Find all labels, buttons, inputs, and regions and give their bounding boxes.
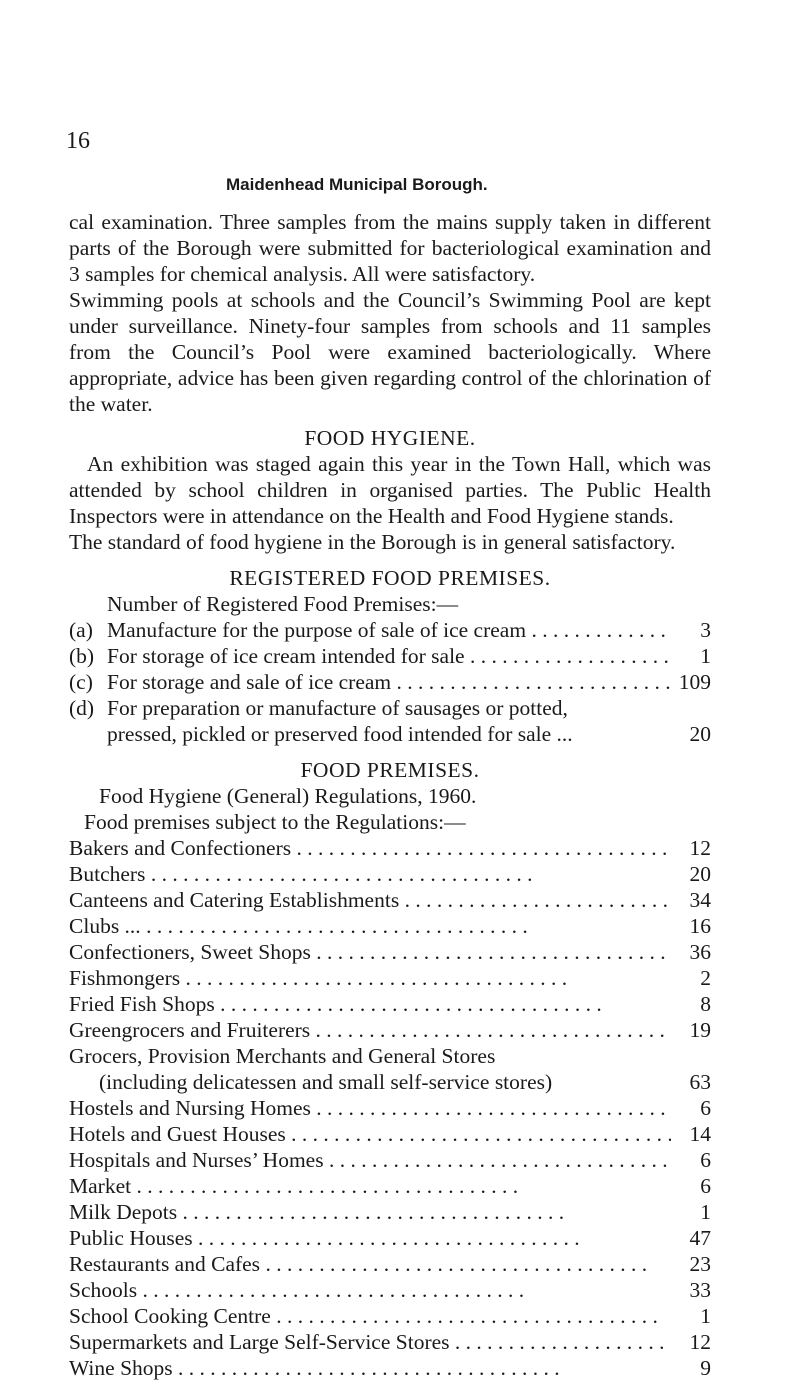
list-item [69, 1173, 711, 1199]
list-item [69, 1043, 711, 1095]
entry-name: Supermarkets and Large Self-Service Stores . . . [69, 1329, 671, 1355]
entry-value: 12 [689, 836, 711, 860]
food-premises-list-2 [69, 1095, 711, 1381]
list-item [69, 835, 711, 861]
entry-name: Hostels and Nursing Homes . . . [69, 1095, 671, 1121]
heading-food-premises: FOOD PREMISES. [300, 758, 480, 782]
entry-value: 8 [700, 992, 711, 1016]
item-text: For storage and sale of ice cream . . . [107, 669, 671, 695]
entry-value: 2 [700, 966, 711, 990]
list-item [69, 669, 711, 695]
page-number: 16 [66, 128, 90, 154]
registered-list [69, 617, 711, 747]
entry-name: Hotels and Guest Houses . . . [69, 1121, 671, 1147]
entry-name: Greengrocers and Fruiterers . . . [69, 1017, 671, 1043]
entry-name: Grocers, Provision Merchants and General Stores [69, 1044, 496, 1068]
item-value: 1 [700, 644, 711, 668]
heading-registered-food-premises: REGISTERED FOOD PREMISES. [229, 566, 551, 590]
paragraph-exhibition: An exhibition was staged again this year in the Town Hall, which was attended by school children in organised parties. The Public Health Inspectors were in attendance on the Health and Food Hygiene stands. [69, 452, 711, 528]
regulation-title: Food Hygiene (General) Regulations, 1960. [99, 784, 477, 808]
item-value: 20 [689, 722, 711, 746]
entry-name: School Cooking Centre . . . [69, 1303, 671, 1329]
item-letter: (d) [69, 696, 95, 720]
entry-name: Bakers and Confectioners . . . [69, 835, 671, 861]
food-premises-list [69, 835, 711, 1043]
running-head: Maidenhead Municipal Borough. [226, 175, 488, 194]
item-text: For storage of ice cream intended for sale . . . [107, 643, 671, 669]
item-value: 3 [700, 618, 711, 642]
item-letter: (b) [69, 644, 95, 668]
page-body [69, 209, 711, 1381]
entry-value: 6 [700, 1174, 711, 1198]
entry-value: 19 [689, 1018, 711, 1042]
food-premises-intro: Food premises subject to the Regulations:— [84, 810, 466, 834]
registered-intro: Number of Registered Food Premises:— [107, 592, 459, 616]
entry-value: 16 [689, 914, 711, 938]
item-letter: (a) [69, 618, 93, 642]
entry-name: Milk Depots . . . [69, 1199, 671, 1225]
entry-value: 20 [689, 862, 711, 886]
entry-value: 6 [700, 1096, 711, 1120]
list-item [69, 1251, 711, 1277]
entry-value: 14 [689, 1122, 711, 1146]
entry-value: 9 [700, 1356, 711, 1380]
entry-name: Clubs ... . . . [69, 913, 671, 939]
entry-value: 47 [689, 1226, 711, 1250]
list-item [69, 913, 711, 939]
entry-value: 1 [700, 1200, 711, 1224]
entry-value: 33 [689, 1278, 711, 1302]
list-item [69, 695, 711, 721]
entry-name: Restaurants and Cafes . . . [69, 1251, 671, 1277]
entry-name: Butchers . . . [69, 861, 671, 887]
list-item [69, 1121, 711, 1147]
entry-name-cont: (including delicatessen and small self-service stores) [99, 1070, 553, 1094]
entry-value: 23 [689, 1252, 711, 1276]
list-item [69, 1329, 711, 1355]
item-text: Manufacture for the purpose of sale of ice cream . . . [107, 617, 671, 643]
entry-name: Confectioners, Sweet Shops . . . [69, 939, 671, 965]
list-item [69, 1225, 711, 1251]
entry-name: Schools . . . [69, 1277, 671, 1303]
entry-name: Canteens and Catering Establishments . . . [69, 887, 671, 913]
entry-name: Fishmongers . . . [69, 965, 671, 991]
list-item [69, 887, 711, 913]
list-item-continuation [69, 721, 711, 747]
entry-name: Public Houses . . . [69, 1225, 671, 1251]
entry-name: Wine Shops . . . [69, 1355, 671, 1381]
paragraph-swimming-pools: Swimming pools at schools and the Council’s Swimming Pool are kept under surveillance. Ninety-four samples from schools and 11 samples from the Council’s Pool were examined bacteriologically. Where appropriate, advice has been given regarding control of the chlorination of the water. [69, 288, 711, 416]
item-letter: (c) [69, 670, 93, 694]
heading-food-hygiene: FOOD HYGIENE. [304, 426, 476, 450]
entry-name: Hospitals and Nurses’ Homes . . . [69, 1147, 671, 1173]
list-item [69, 991, 711, 1017]
list-item [69, 1277, 711, 1303]
entry-value: 1 [700, 1304, 711, 1328]
list-item [69, 617, 711, 643]
paragraph-standard: The standard of food hygiene in the Borough is in general satisfactory. [69, 530, 676, 554]
entry-value: 34 [689, 888, 711, 912]
entry-value: 6 [700, 1148, 711, 1172]
list-item [69, 861, 711, 887]
entry-name: Market . . . [69, 1173, 671, 1199]
paragraph-water-samples: cal examination. Three samples from the mains supply taken in different parts of the Borough were submitted for bacteriological examination and 3 samples for chemical analysis. All were satisfactory. [69, 210, 711, 286]
list-item [69, 965, 711, 991]
list-item [69, 1095, 711, 1121]
entry-value: 63 [689, 1070, 711, 1094]
list-item [69, 1355, 711, 1381]
item-value: 109 [678, 670, 711, 694]
entry-value: 36 [689, 940, 711, 964]
entry-value: 12 [689, 1330, 711, 1354]
list-item [69, 1303, 711, 1329]
list-item [69, 643, 711, 669]
item-text: pressed, pickled or preserved food intended for sale ... [107, 722, 573, 746]
entry-name: Fried Fish Shops . . . [69, 991, 671, 1017]
list-item [69, 1147, 711, 1173]
list-item [69, 939, 711, 965]
list-item [69, 1199, 711, 1225]
item-text: For preparation or manufacture of sausages or potted, [107, 696, 568, 720]
list-item [69, 1017, 711, 1043]
